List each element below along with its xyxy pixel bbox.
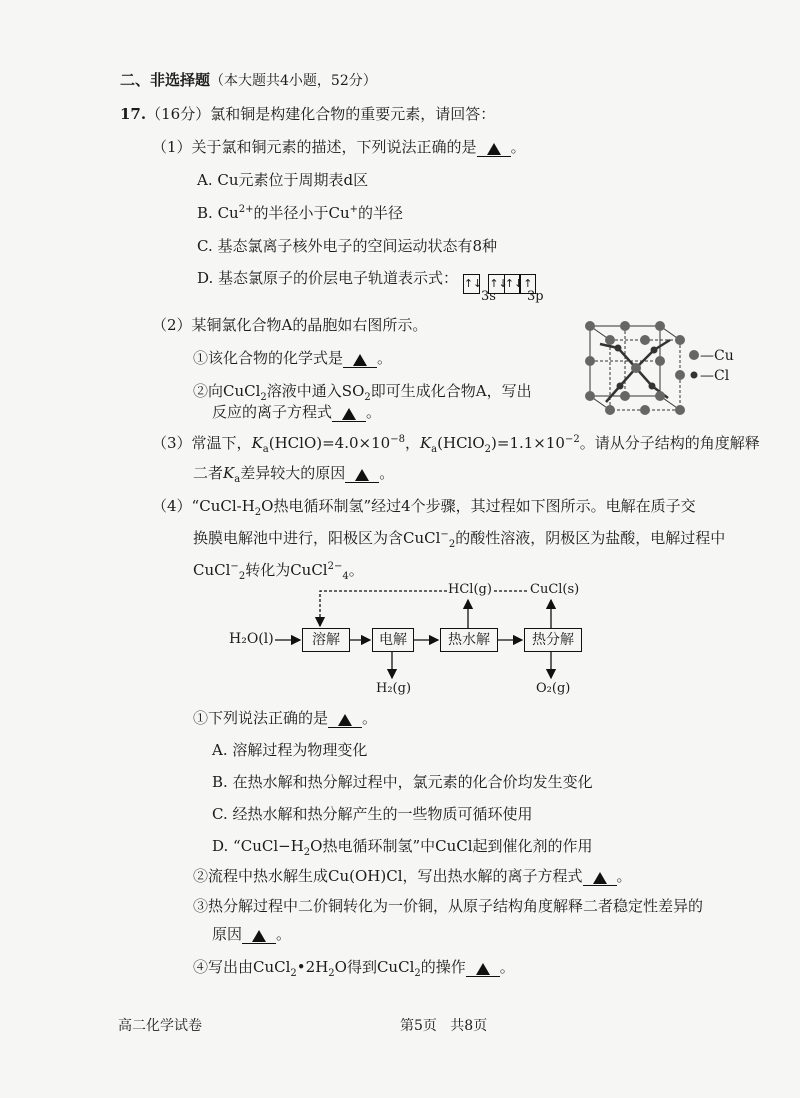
footer-left: 高二化学试卷 [118,1018,202,1034]
orbital-box: ↑↓ [488,274,505,294]
sub: 2 [448,539,456,550]
option-label: D. [212,837,229,855]
triangle-icon [593,872,607,884]
part-4-sub-3 [193,896,703,916]
text: (HClO [437,434,485,452]
legend-cl: —Cl [700,368,730,384]
punct: 。 [379,464,395,482]
sup: 2+ [238,204,254,215]
section-note: （本大题共4小题，52分） [210,73,377,89]
text: 转化为CuCl [245,561,328,579]
part-text: 关于氯和铜元素的描述，下列说法正确的是 [191,138,477,156]
sup: − [440,529,449,540]
punct: 。 [362,709,378,727]
option-text: Cu元素位于周期表d区 [217,171,369,189]
triangle-icon [252,930,266,942]
sub: 2 [364,392,371,403]
option-text: 基态氯原子的价层电子轨道表示式： [218,269,459,287]
part-label: （1） [152,138,192,156]
text: 换膜电解池中进行，阳极区为含CuCl [193,529,441,547]
page-number: 第5页 [400,1018,437,1034]
sup: − [230,561,239,572]
sub: a [262,444,269,455]
sub: 2 [303,847,311,858]
orbital-label-3p: 3p [527,289,544,304]
text: O热电循环制氢”经过4个步骤，其过程如下图所示。电解在质子交 [261,497,696,515]
triangle-icon [338,714,352,726]
text: (HClO)=4.0×10 [268,434,391,452]
sup: −2 [564,434,580,445]
text: CuCl [193,561,231,579]
text: •2H [296,958,329,976]
p4-option-c [212,804,533,824]
part-label: （2） [152,316,192,334]
option-label: D. [197,269,214,287]
text: ④写出由CuCl [193,958,291,976]
sub: 2 [254,507,262,518]
page-total: 共8页 [450,1018,488,1034]
option-label: A. [212,741,228,759]
part-label: （3） [152,434,192,452]
orbital-box: ↑ [519,274,536,294]
text: O得到CuCl [334,958,415,976]
sub: 2 [260,392,267,403]
option-text: 溶解过程为物理变化 [232,741,368,759]
punct: 。 [616,867,632,885]
sub: a [234,474,241,485]
text: Cu [217,204,239,222]
question-score: （16分） [146,105,211,123]
answer-blank[interactable] [583,869,617,886]
footer-page [400,1016,487,1036]
part-label: （4） [152,497,192,515]
text: 的半径 [358,204,404,222]
option-label: B. [197,204,213,222]
part-4-sub-3-line2 [212,924,291,944]
sub: 4 [342,571,349,582]
sub-question-text: ②流程中热水解生成Cu(OH)Cl，写出热水解的离子方程式 [193,867,583,885]
flow-box-decomposition: 热分解 [524,628,582,652]
text: 。 [348,561,364,579]
sup: 2− [327,561,343,572]
option-label: B. [212,773,228,791]
text: 反应的离子方程式 [212,403,333,421]
k-symbol: K [223,464,235,482]
punct: 。 [510,138,526,156]
part-4-sub-1 [193,708,377,728]
punct: 。 [366,403,382,421]
text: 的酸性溶液，阴极区为盐酸，电解过程中 [455,529,726,547]
part-4-sub-2 [193,866,632,886]
flow-h2: H₂(g) [376,681,412,696]
question-stem-text: 氯和铜是构建化合物的重要元素，请回答： [210,105,496,123]
k-symbol: K [419,434,432,452]
orbital-label-3s: 3s [481,289,496,304]
text: 差异较大的原因 [240,464,346,482]
text: ， [404,434,420,452]
text: )=1.1×10 [491,434,565,452]
text: 即可生成化合物A，写出 [370,382,532,400]
p4-option-a [212,740,367,760]
answer-blank[interactable] [466,960,500,977]
option-text: 在热水解和热分解过程中，氯元素的化合价均发生变化 [232,773,593,791]
question-number: 17. [120,105,147,123]
flow-o2: O₂(g) [536,681,571,696]
sub-question-text: ①该化合物的化学式是 [193,349,344,367]
flow-box-dissolve: 溶解 [302,628,350,652]
option-label: A. [197,171,213,189]
sub: 2 [484,444,492,455]
option-label: C. [212,805,228,823]
text: 溶液中通入SO [266,382,365,400]
part-text: 某铜氯化合物A的晶胞如右图所示。 [191,316,428,334]
flow-hcl: HCl(g) [448,582,492,597]
sub: 2 [290,968,297,979]
answer-blank[interactable] [328,711,362,728]
text: 的半径小于Cu [253,204,350,222]
sup: + [349,204,358,215]
sub-question-text: ①下列说法正确的是 [193,709,329,727]
flow-box-hydrolysis: 热水解 [440,628,498,652]
sub: 2 [238,571,246,582]
legend-cu: —Cu [700,348,734,364]
option-text: 基态氯离子核外电子的空间运动状态有8种 [217,237,498,255]
flow-input-h2o: H₂O(l) [229,631,274,647]
part-4-sub-4 [193,957,515,977]
answer-blank[interactable] [242,927,276,944]
p4-option-b [212,772,593,792]
text: “CuCl−H [233,837,304,855]
sub: 2 [414,968,421,979]
sub: 2 [328,968,335,979]
text: 。请从分子结构的角度解释 [579,434,760,452]
text: 常温下， [191,434,252,452]
sub: a [431,444,438,455]
text: O热电循环制氢”中CuCl起到催化剂的作用 [310,837,593,855]
section-title: 二、非选择题 [120,71,211,89]
text: 原因 [212,925,243,943]
orbital-box: ↑↓ [463,274,480,294]
flow-box-electrolysis: 电解 [372,628,414,652]
sub-question-text: ③热分解过程中二价铜转化为一价铜，从原子结构角度解释二者稳定性差异的 [193,897,704,915]
option-label: C. [197,237,213,255]
punct: 。 [377,349,393,367]
text: ②向CuCl [193,382,261,400]
triangle-icon [476,963,490,975]
punct: 。 [499,958,515,976]
text: 二者 [193,464,224,482]
text: 的操作 [420,958,466,976]
p4-option-d [212,836,593,856]
sup: −8 [390,434,405,445]
punct: 。 [276,925,292,943]
flow-cucl: CuCl(s) [530,582,580,597]
k-symbol: K [251,434,263,452]
text: “CuCl-H [191,497,255,515]
option-text: 经热水解和热分解产生的一些物质可循环使用 [232,805,533,823]
orbital-box: ↑↓ [504,274,521,294]
